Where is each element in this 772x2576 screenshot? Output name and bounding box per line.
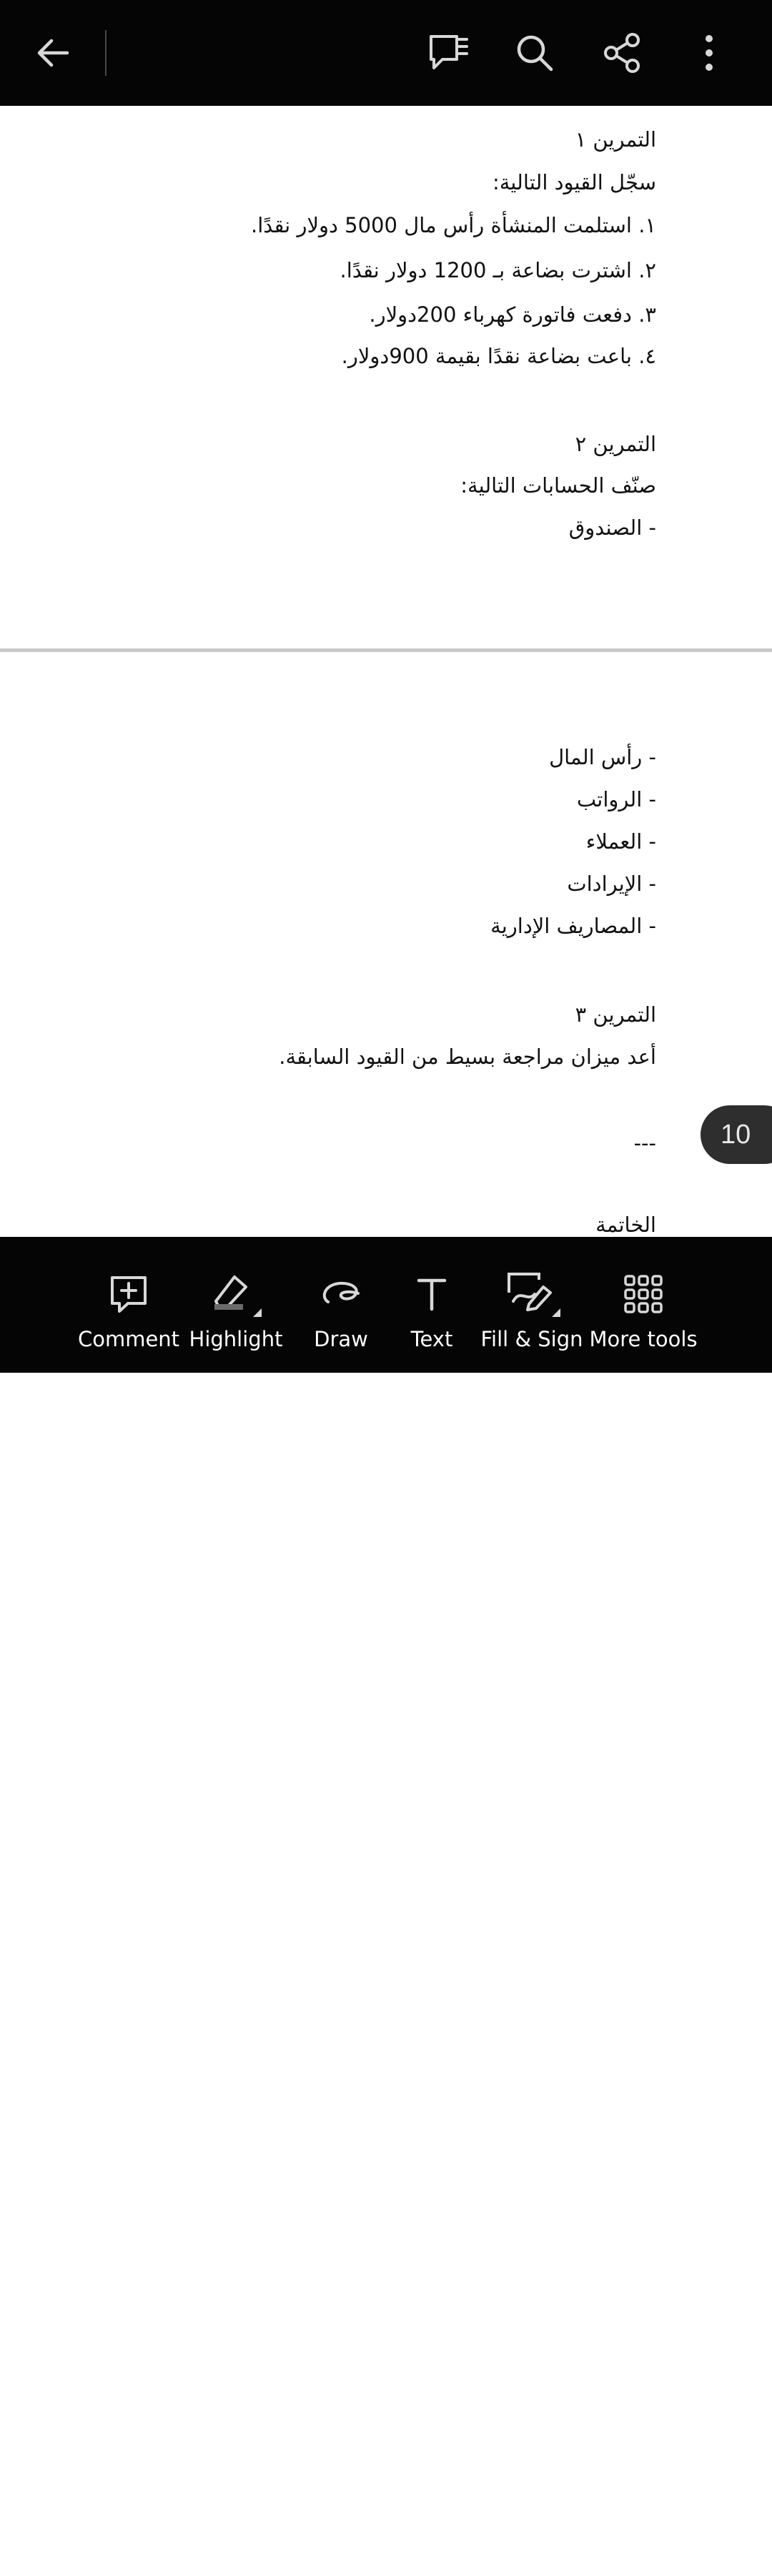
back-arrow-icon <box>33 33 73 73</box>
document-line: - الإيرادات <box>567 872 656 896</box>
exercise-3-heading: التمرين ٣ <box>575 1002 656 1027</box>
page-number-badge[interactable]: 10 <box>701 1105 772 1164</box>
tool-label: More tools <box>589 1327 698 1351</box>
document-page-2 <box>0 652 772 1237</box>
exercise-2-heading: التمرين ٢ <box>575 432 656 456</box>
conclusion-heading: الخاتمة <box>595 1213 656 1237</box>
document-line: ٢. اشترت بضاعة بـ 1200 دولار نقدًا. <box>340 258 656 282</box>
document-line: - الرواتب <box>576 787 656 811</box>
text-icon <box>416 1276 447 1312</box>
share-button[interactable] <box>594 24 651 82</box>
document-line: - المصاريف الإدارية <box>490 914 656 938</box>
bottom-toolbar <box>0 1237 772 2576</box>
document-line: ٣. دفعت فاتورة كهرباء 200دولار. <box>369 302 656 327</box>
back-button[interactable] <box>24 24 81 82</box>
tool-label: Fill & Sign <box>480 1327 583 1351</box>
search-icon <box>515 33 555 73</box>
comment-add-icon <box>109 1275 148 1313</box>
fill-sign-icon <box>503 1271 560 1317</box>
tool-label: Draw <box>314 1327 368 1351</box>
document-line: ١. استلمت المنشأة رأس مال 5000 دولار نقدًا. <box>250 213 656 237</box>
document-line: ٤. باعت بضاعة نقدًا بقيمة 900دولار. <box>341 344 656 368</box>
search-button[interactable] <box>506 24 563 82</box>
comment-tool-button[interactable] <box>77 1237 180 1373</box>
document-line: أعد ميزان مراجعة بسيط من القيود السابقة. <box>279 1045 656 1069</box>
highlight-tool-button[interactable] <box>189 1237 282 1373</box>
highlighter-icon <box>209 1271 263 1317</box>
comment-list-icon <box>427 32 471 74</box>
share-icon <box>601 31 644 74</box>
draw-icon <box>320 1276 362 1312</box>
top-toolbar <box>0 0 772 106</box>
toolbar-divider <box>105 30 107 76</box>
tool-label: Comment <box>77 1327 180 1351</box>
exercise-1-heading: التمرين ١ <box>575 127 656 152</box>
tool-label: Highlight <box>189 1327 283 1351</box>
fill-sign-tool-button[interactable] <box>482 1237 582 1373</box>
section-divider-text: --- <box>633 1131 656 1155</box>
tool-label: Text <box>410 1327 453 1351</box>
more-tools-button[interactable] <box>590 1237 697 1373</box>
more-vertical-icon <box>702 31 716 74</box>
document-line: - رأس المال <box>549 745 656 769</box>
comments-list-button[interactable] <box>420 24 477 82</box>
document-page-1 <box>0 106 772 648</box>
document-line: صنّف الحسابات التالية: <box>460 473 656 498</box>
document-line: سجّل القيود التالية: <box>492 170 656 194</box>
document-line: - العملاء <box>585 829 656 854</box>
draw-tool-button[interactable] <box>305 1237 377 1373</box>
document-line: - الصندوق <box>568 515 656 540</box>
text-tool-button[interactable] <box>400 1237 463 1373</box>
more-options-button[interactable] <box>681 24 738 82</box>
grid-icon <box>624 1275 663 1313</box>
watermark-text: خمسات <box>336 2551 408 2576</box>
